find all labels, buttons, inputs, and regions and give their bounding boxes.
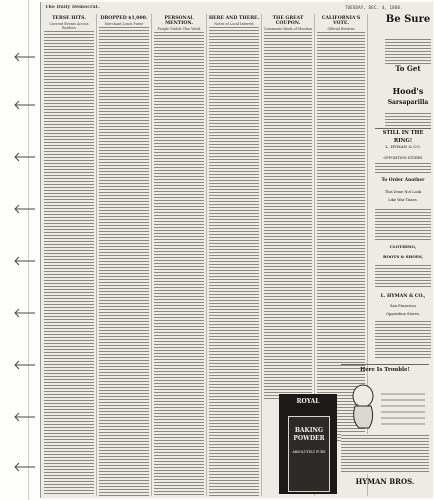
war-times-ad <box>375 188 431 206</box>
column-subhead: Official Returns <box>327 27 355 31</box>
column-subhead: People Visible This Week <box>157 27 201 31</box>
paper-name: The Daily Democrat. <box>45 5 100 10</box>
this-done-text: This Done Not Look <box>384 190 422 194</box>
article-text-block <box>264 31 312 401</box>
stitch-mark <box>13 412 37 422</box>
to-get-ad <box>385 64 431 76</box>
column-headline: PERSONAL MENTION. <box>164 16 194 26</box>
article-text-block <box>44 30 94 496</box>
article-text-block <box>99 26 149 496</box>
hyman-ad <box>375 142 431 152</box>
column-headline: HERE AND THERE. <box>208 16 260 21</box>
ad-text-block <box>375 208 431 242</box>
column-headline: CALIFORNIA'S VOTE. <box>321 16 361 26</box>
baking-text: BAKING <box>294 427 324 434</box>
sarsaparilla-text: Sarsaparilla <box>387 99 429 106</box>
opposition-text: OPPOSITION STORES <box>383 156 423 160</box>
hyman-co-text: L. HYMAN & CO. <box>385 144 421 149</box>
hyman-co-ad <box>375 292 431 302</box>
binding-strip <box>0 0 42 500</box>
sarsaparilla-ad <box>385 98 431 110</box>
to-get-text: To Get <box>395 64 421 73</box>
like-war-text: Like War Times. <box>388 198 418 202</box>
newspaper-page <box>40 2 433 498</box>
column-subhead: Merchant Loses Purse <box>104 22 144 26</box>
column-headline: DROPPED $1,000. <box>100 16 148 21</box>
opposition-stores-ad <box>375 310 431 318</box>
hyman-bros-ad <box>341 476 429 488</box>
column-subhead: Current Events Across Borders <box>49 22 89 30</box>
boots-ad <box>375 252 431 262</box>
san-francisco-ad <box>375 302 431 310</box>
hyman-bros-text: HYMAN BROS. <box>355 477 415 486</box>
be-sure-ad <box>385 14 431 36</box>
column-headline: THE GREAT COUPON. <box>272 16 304 26</box>
stitch-mark <box>13 360 37 370</box>
royal-baking-powder-ad <box>279 394 337 494</box>
be-sure-text: Be Sure <box>385 14 431 25</box>
opposition-ad <box>375 154 431 162</box>
ad-text-block <box>341 434 429 474</box>
column-4 <box>208 14 260 496</box>
ad-text-block <box>385 38 431 64</box>
column-headline: TERSE HITS. <box>52 16 86 21</box>
hoods-text: Hood's <box>392 86 424 96</box>
opposition-stores-text: Opposition Stores, <box>386 312 420 316</box>
san-francisco-text: San Francisco <box>390 304 416 308</box>
ad-text-block <box>375 264 431 288</box>
another-stock-ad <box>375 176 431 186</box>
baby-illustration <box>341 376 429 432</box>
boots-text: BOOTS & SHOES, <box>382 254 424 259</box>
column-3 <box>153 14 205 496</box>
baking-powder-can <box>288 416 330 492</box>
hyman-co-2-text: L. HYMAN & CO., <box>380 294 426 299</box>
another-stock-text: To Order Another <box>381 178 425 183</box>
stitch-mark <box>13 152 37 162</box>
column-1 <box>43 14 95 496</box>
article-text-block <box>209 26 259 496</box>
still-in-ring-text: STILL IN THE RING! <box>382 130 424 143</box>
column-subhead: Comments Week of Mention <box>263 27 313 31</box>
absolutely-pure-text: ABSOLUTELY PURE <box>292 450 326 454</box>
column-subhead: Notes of Local Interest <box>214 22 254 26</box>
here-trouble-ad <box>341 364 429 375</box>
date-line: TUESDAY, DEC. 4, 1888. <box>345 5 403 10</box>
still-in-ring-ad <box>375 128 431 143</box>
column-rule <box>151 14 152 496</box>
here-trouble-text: Here Is Trouble! <box>360 367 410 373</box>
clothing-text: CLOTHING, <box>389 244 417 249</box>
hoods-ad <box>385 86 431 98</box>
stitch-mark <box>13 52 37 62</box>
column-rule <box>206 14 207 496</box>
ad-text-block <box>375 162 431 174</box>
stitch-mark <box>13 256 37 266</box>
clothing-ad <box>375 242 431 252</box>
binding-line <box>28 0 29 500</box>
stitch-mark <box>13 308 37 318</box>
stitch-mark <box>13 204 37 214</box>
masthead <box>45 5 429 13</box>
ad-text-block <box>385 112 431 126</box>
column-rule <box>96 14 97 496</box>
ad-text-block <box>375 320 431 360</box>
powder-text: POWDER <box>293 435 325 442</box>
column-rule <box>261 14 262 496</box>
article-text-block <box>154 31 204 496</box>
stitch-mark <box>13 100 37 110</box>
stitch-mark <box>13 462 37 472</box>
column-2 <box>98 14 150 496</box>
royal-text: ROYAL <box>296 398 320 405</box>
